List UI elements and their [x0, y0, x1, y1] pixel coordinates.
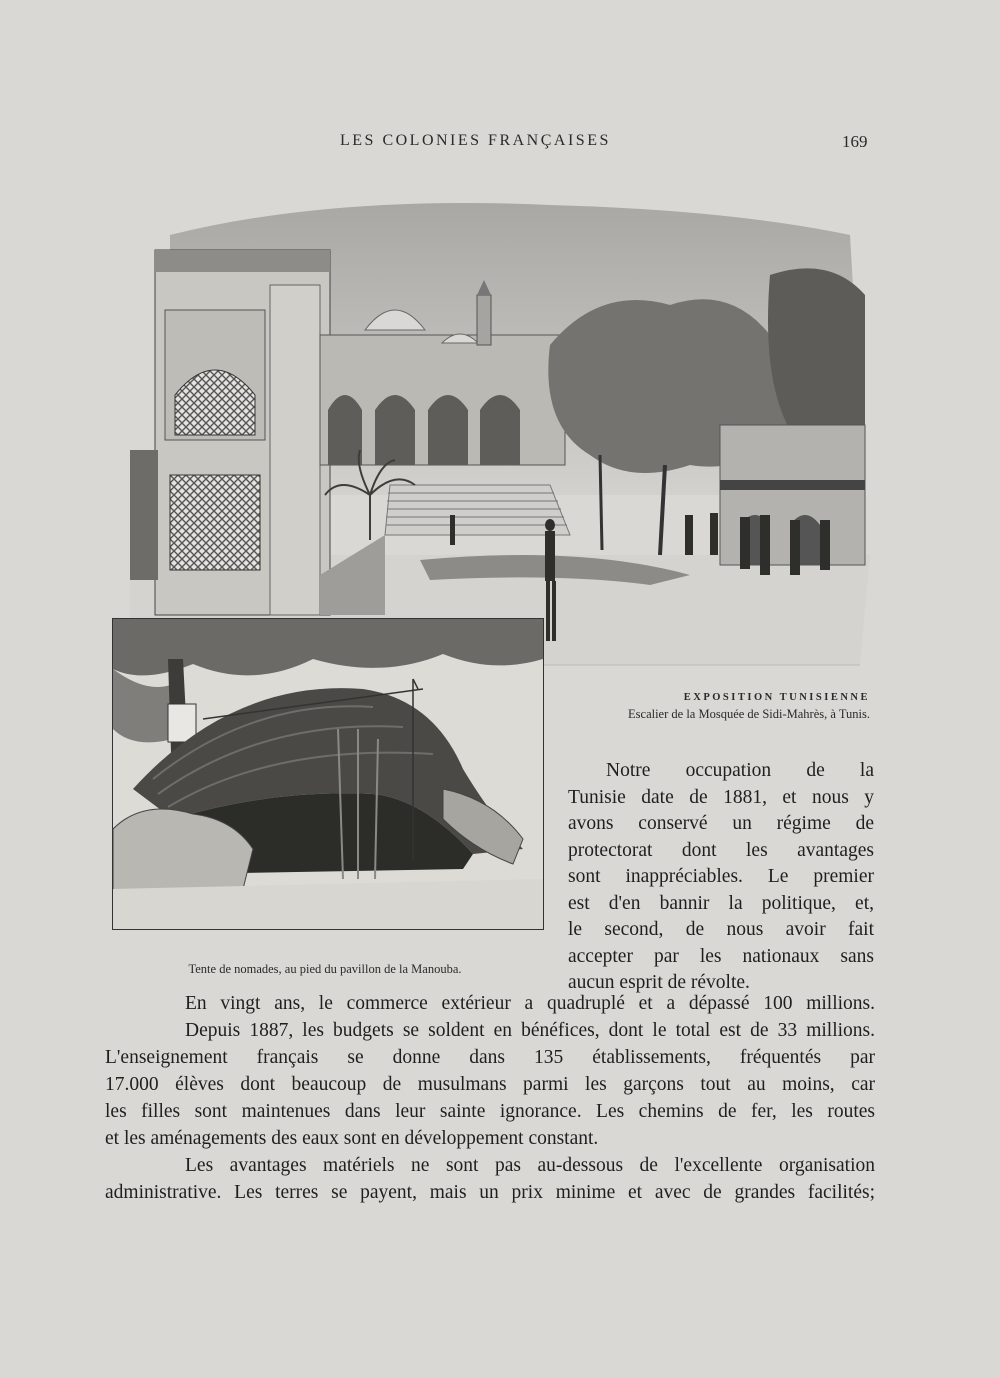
- body-paragraphs: [105, 990, 875, 1206]
- text-line: protectorat dont les avantages: [568, 839, 874, 861]
- text-line: Tunisie date de 1881, et nous y: [568, 786, 874, 808]
- text-line: En vingt ans, le commerce extérieur a quadruplé et a dépassé 100 millions.: [185, 993, 875, 1014]
- text-line: les filles sont maintenues dans leur sainte ignorance. Les chemins de fer, les routes: [105, 1101, 875, 1122]
- text-line: Depuis 1887, les budgets se soldent en bénéfices, dont le total est de 33 millions.: [185, 1020, 875, 1041]
- text-line: le second, de nous avoir fait: [568, 919, 874, 940]
- page-number: 169: [842, 132, 868, 151]
- text-line: Les avantages matériels ne sont pas au-dessous de l'excellente organisation: [185, 1155, 875, 1176]
- text-line: aucun esprit de révolte.: [568, 972, 750, 993]
- mosque-caption-title: EXPOSITION TUNISIENNE: [683, 692, 870, 703]
- column-paragraph: [568, 758, 874, 997]
- nomad-tent-illustration: [112, 618, 544, 930]
- text-line: administrative. Les terres se payent, mais un prix minime et avec de grandes facilités;: [105, 1182, 875, 1203]
- text-line: est d'en bannir la politique, et,: [568, 892, 874, 914]
- mosque-caption: [560, 692, 870, 722]
- running-title: LES COLONIES FRANÇAISES: [340, 132, 611, 149]
- text-line: accepter par les nationaux sans: [568, 945, 874, 967]
- text-line: 17.000 élèves dont beaucoup de musulmans parmi les garçons tout au moins, car: [105, 1074, 875, 1095]
- text-line: L'enseignement français se donne dans 135 établissements, fréquentés par: [105, 1047, 875, 1068]
- text-line: et les aménagements des eaux sont en développement constant.: [105, 1128, 599, 1149]
- mosque-illustration: [130, 195, 870, 670]
- tent-caption: Tente de nomades, au pied du pavillon de la Manouba.: [188, 962, 462, 976]
- text-line: avons conservé un régime de: [568, 813, 874, 834]
- mosque-caption-text: Escalier de la Mosquée de Sidi-Mahrès, à Tunis.: [628, 707, 870, 721]
- text-line: Notre occupation de la: [606, 760, 874, 781]
- text-line: sont inappréciables. Le premier: [568, 866, 874, 887]
